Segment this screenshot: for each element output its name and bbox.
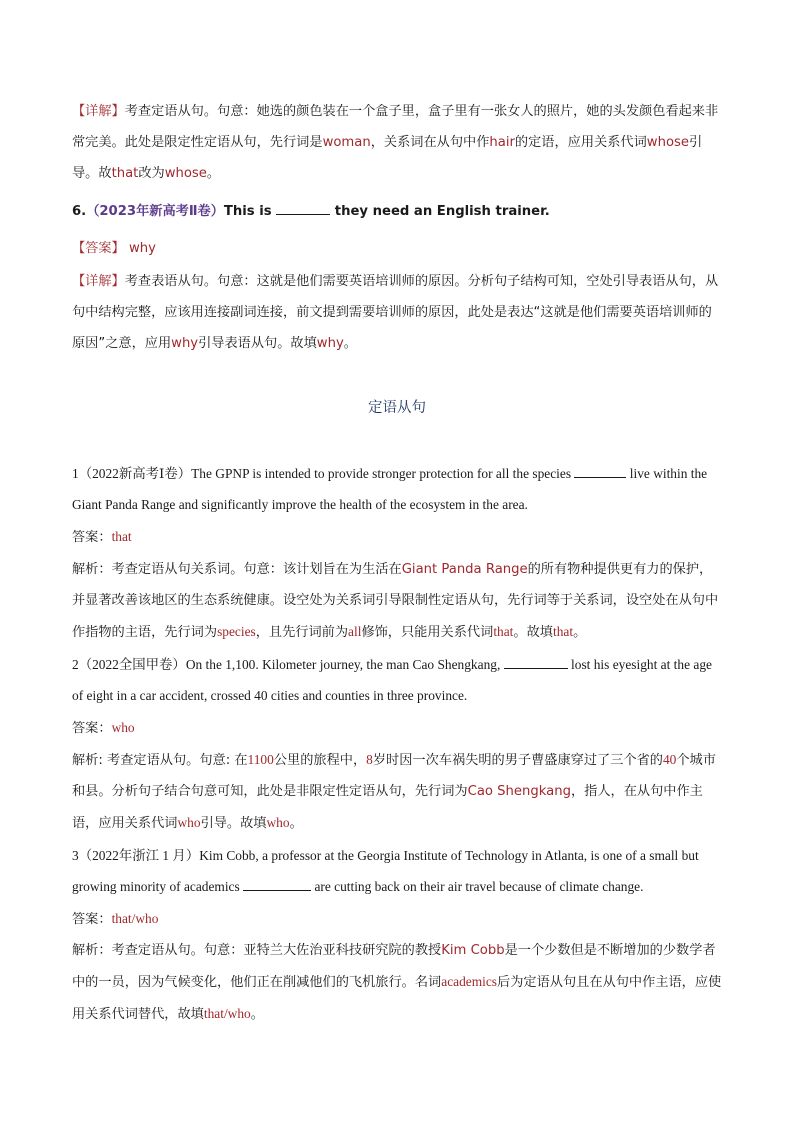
- question-3-analysis: 解析：考查定语从句。句意：亚特兰大佐治亚科技研究院的教授Kim Cobb是一个少数但是不断增加的少数学者中的一员，因为气候变化，他们正在削减他们的飞机旅行。名词academics后为定语从句且在从句中作主语，应使用关系代词替代，故填that/who。: [72, 943, 722, 1022]
- detail-paragraph-1: 【详解】考查定语从句。句意：她选的颜色装在一个盒子里，盒子里有一张女人的照片，她的头发颜色看起来非常完美。此处是限定性定语从句，先行词是woman，关系词在从句中作hair的定语，应用关系代词whose引导。故that改为whose。: [72, 104, 719, 181]
- question-2-stem: 2（2022全国甲卷）On the 1,100. Kilometer journey, the man Cao Shengkang, lost his eyesight at the age of eight in a car accident, crossed 40 cities and counties in three province.: [72, 657, 712, 703]
- question-1-answer: 答案：that: [72, 529, 132, 545]
- question-2-answer: 答案：who: [72, 720, 135, 736]
- answer-blank: [504, 656, 568, 669]
- answer-blank: [243, 878, 311, 891]
- section-title: 定语从句: [368, 400, 426, 416]
- question-2-analysis: 解析: 考查定语从句。句意: 在1100公里的旅程中，8岁时因一次车祸失明的男子曹盛康穿过了三个省的40个城市和县。分析句子结合句意可知，此处是非限定性定语从句，先行词为Cao Shengkang，指人，在从句中作主语，应用关系代词who引导。故填who。: [72, 752, 716, 831]
- question-6-stem: 6.（2023年新高考Ⅱ卷）This is they need an English trainer.: [72, 204, 550, 219]
- answer-blank: [574, 465, 626, 478]
- question-1-analysis: 解析：考查定语从句关系词。句意：该计划旨在为生活在Giant Panda Range的所有物种提供更有力的保护，并显著改善该地区的生态系统健康。设空处为关系词引导限制性定语从句，先行词等于关系词，设空处在从句中作指物的主语，先行词为species，且先行词前为all修饰，只能用关系代词that。故填that。: [72, 562, 719, 640]
- question-3-stem: 3（2022年浙江 1 月）Kim Cobb, a professor at the Georgia Institute of Technology in Atlanta, is one of a small but growing minority of academics are cutting back on their air travel because of climate change.: [72, 848, 699, 894]
- question-1-stem: 1（2022新高考Ⅰ卷）The GPNP is intended to provide stronger protection for all the species live within the Giant Panda Range and significantly improve the health of the ecosystem in the area.: [72, 466, 708, 512]
- question-6-answer: 【答案】 why: [72, 241, 156, 256]
- answer-blank: [276, 202, 330, 215]
- question-6-detail: 【详解】考查表语从句。句意：这就是他们需要英语培训师的原因。分析句子结构可知，空处引导表语从句，从句中结构完整，应该用连接副词连接，前文提到需要培训师的原因，此处是表达“这就是他们需要英语培训师的原因”之意，应用why引导表语从句。故填why。: [72, 274, 719, 351]
- question-3-answer: 答案：that/who: [72, 911, 159, 927]
